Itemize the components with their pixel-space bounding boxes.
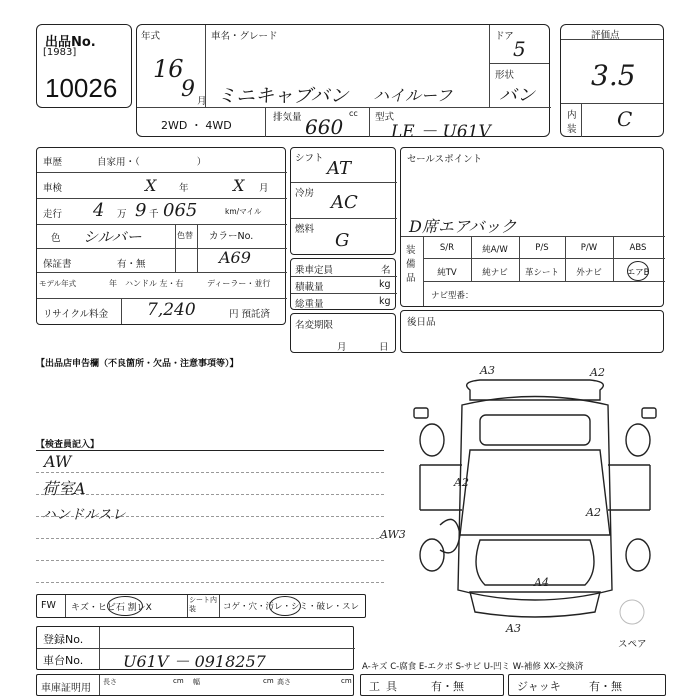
shift-label: シフト — [295, 153, 324, 164]
width-label: 幅 — [193, 678, 200, 686]
later-box — [400, 310, 664, 353]
mileage-unit: km/マイル — [225, 207, 262, 216]
year-label: 年式 — [141, 31, 161, 42]
equip-airbag: エアB — [626, 268, 650, 278]
equip-navi: 純ナビ — [482, 268, 508, 278]
lot-box — [36, 24, 132, 108]
displacement-unit: cc — [349, 109, 358, 118]
fw-circle — [107, 596, 143, 616]
mileage-label: 走行 — [43, 209, 63, 220]
model-value: ミニキャブバン — [217, 85, 349, 107]
note-3: ハンドルスレ — [42, 507, 126, 523]
recycle-label: リサイクル料金 — [43, 309, 109, 320]
seat-label: シート内装 — [189, 596, 217, 613]
tools-label: 工具 — [369, 680, 403, 693]
jack-value: 有・無 — [589, 680, 622, 693]
fw-label: FW — [41, 600, 56, 611]
jack-box — [508, 674, 666, 696]
model-year-label: モデル年式 — [39, 279, 77, 288]
later-label: 後日品 — [407, 317, 436, 328]
chassis-label: 車台No. — [43, 654, 84, 667]
note-2: 荷室A — [42, 479, 86, 498]
reg-label: 登録No. — [43, 633, 84, 646]
equip-tv: 純TV — [437, 268, 457, 278]
note-1: AW — [44, 452, 72, 471]
equip-label: 装備品 — [406, 245, 416, 284]
month-unit: 月 — [197, 96, 207, 107]
warranty-label: 保証書 — [43, 259, 72, 270]
equip-ps: P/S — [535, 243, 549, 253]
dealer-label: ディーラー・並行 — [207, 279, 271, 288]
inspector-label: 【検査員記入】 — [36, 440, 100, 450]
gross-unit: kg — [379, 296, 391, 307]
mileage-man-unit: 万 — [117, 209, 127, 220]
inspection-year: X — [145, 176, 157, 195]
load-unit: kg — [379, 279, 391, 290]
seat-items: コゲ・穴・汚レ・シミ・破レ・スレ — [223, 602, 360, 612]
score-label: 評価点 — [591, 30, 620, 41]
mark-a2-right: A2 — [586, 506, 601, 519]
displacement-value: 660 — [305, 115, 344, 139]
lot-label: 出品No. — [45, 35, 96, 50]
drive-options: 2WD ・ 4WD — [161, 119, 232, 132]
grade-value: ハイルーフ — [373, 86, 453, 105]
specs-box — [290, 147, 396, 255]
cert-box — [36, 674, 354, 696]
capacity-unit: 名 — [381, 265, 391, 276]
name-change-label: 名変期限 — [295, 320, 334, 331]
damage-legend: A-キズ C-腐食 E-エクボ S-サビ U-凹ミ W-補修 XX-交換済 — [362, 662, 584, 672]
recycle-value: 7,240 — [147, 300, 196, 320]
equip-ext-navi: 外ナビ — [576, 268, 602, 278]
color-change-label: 色替 — [177, 231, 193, 240]
history-label: 車歴 — [43, 157, 63, 168]
car-diagram — [380, 360, 670, 640]
color-value: シルバー — [83, 228, 142, 246]
chassis-value: U61V － 0918257 — [123, 652, 266, 671]
length-unit: cm — [173, 677, 184, 685]
mileage-sen-unit: 千 — [149, 209, 159, 220]
mark-aw3: AW3 — [380, 528, 406, 541]
fuel-value: G — [335, 230, 350, 251]
shape-label: 形状 — [495, 70, 515, 81]
bottom-box — [36, 626, 354, 670]
mark-a3-top: A3 — [480, 364, 495, 377]
fw-box — [36, 594, 366, 618]
sales-value: D席エアバック — [409, 217, 517, 236]
inspection-year-unit: 年 — [179, 183, 189, 194]
model-year-unit: 年 — [109, 279, 117, 288]
history-value: 自家用・（ ） — [97, 157, 207, 168]
mark-a3-bottom: A3 — [506, 622, 521, 635]
exhibitor-label: 【出品店申告欄（不良箇所・欠品・注意事項等）】 — [36, 359, 239, 369]
score-value: 3.5 — [591, 59, 636, 92]
interior-value: C — [617, 107, 633, 131]
height-label: 高さ — [277, 678, 291, 686]
equip-sr: S/R — [439, 243, 455, 253]
inspection-month: X — [233, 176, 245, 195]
name-change-box — [290, 313, 396, 353]
load-label: 積載量 — [295, 282, 324, 293]
tools-value: 有・無 — [431, 680, 464, 693]
height-unit: cm — [341, 677, 352, 685]
interior-label-2: 装 — [567, 124, 577, 135]
ac-label: 冷房 — [295, 188, 315, 199]
tools-box — [360, 674, 504, 696]
shape-value: バン — [499, 85, 535, 106]
lot-sub: [1983] — [43, 47, 77, 58]
equip-aw: 純A/W — [482, 245, 508, 255]
recycle-unit: 円 預託済 — [229, 309, 271, 320]
mark-a4: A4 — [534, 576, 549, 589]
mark-a2-left: A2 — [454, 476, 469, 489]
navi-label: ナビ型番： — [431, 291, 474, 301]
capacity-label: 乗車定員 — [295, 265, 334, 276]
vehicle-box — [136, 24, 550, 142]
seat-circle — [269, 596, 301, 616]
jack-label: ジャッキ — [517, 680, 561, 693]
displacement-label: 排気量 — [273, 112, 302, 123]
model-label: 車名・グレード — [211, 31, 278, 42]
interior-label-1: 内 — [567, 110, 577, 121]
color-no-label: カラーNo. — [209, 231, 254, 242]
color-no-value: A69 — [219, 248, 251, 267]
airbag-circle — [627, 261, 649, 281]
handle-label: ハンドル 左・右 — [125, 279, 184, 288]
lot-sub-value: 1983 — [46, 47, 73, 58]
mileage-sen: 9 — [135, 200, 147, 221]
color-label: 色 — [51, 233, 61, 244]
history-box — [36, 147, 286, 325]
mark-a2-top: A2 — [590, 366, 605, 379]
lot-number: 10026 — [45, 73, 118, 103]
door-value: 5 — [513, 37, 526, 61]
score-box — [560, 24, 664, 137]
inspection-month-unit: 月 — [259, 183, 269, 194]
equip-abs: ABS — [629, 243, 647, 253]
name-change-month: 月 — [337, 342, 347, 353]
type-value: LE － U61V — [391, 122, 491, 142]
gross-label: 総重量 — [295, 299, 324, 310]
equip-leather: 革シート — [524, 268, 559, 278]
spare-label: スペア — [618, 639, 647, 650]
fw-items: キズ・ヒビ石 割レX — [71, 603, 152, 613]
fuel-label: 燃料 — [295, 224, 315, 235]
length-label: 長さ — [103, 678, 117, 686]
shift-value: AT — [327, 158, 352, 179]
width-unit: cm — [263, 677, 274, 685]
mileage-man: 4 — [93, 200, 105, 221]
type-label: 型式 — [375, 112, 395, 123]
cert-label: 車庫証明用 — [41, 683, 91, 694]
sales-box — [400, 147, 664, 307]
warranty-value: 有・無 — [117, 259, 146, 270]
weight-box — [290, 258, 396, 310]
equip-pw: P/W — [580, 243, 598, 253]
year-value: 16 — [153, 55, 184, 83]
name-change-day: 日 — [379, 342, 389, 353]
door-label: ドア — [495, 31, 514, 42]
ac-value: AC — [331, 192, 358, 213]
month-value: 9 — [181, 77, 195, 102]
mileage-rest: 065 — [163, 200, 198, 221]
inspection-label: 車検 — [43, 183, 63, 194]
sales-label: セールスポイント — [407, 154, 483, 165]
